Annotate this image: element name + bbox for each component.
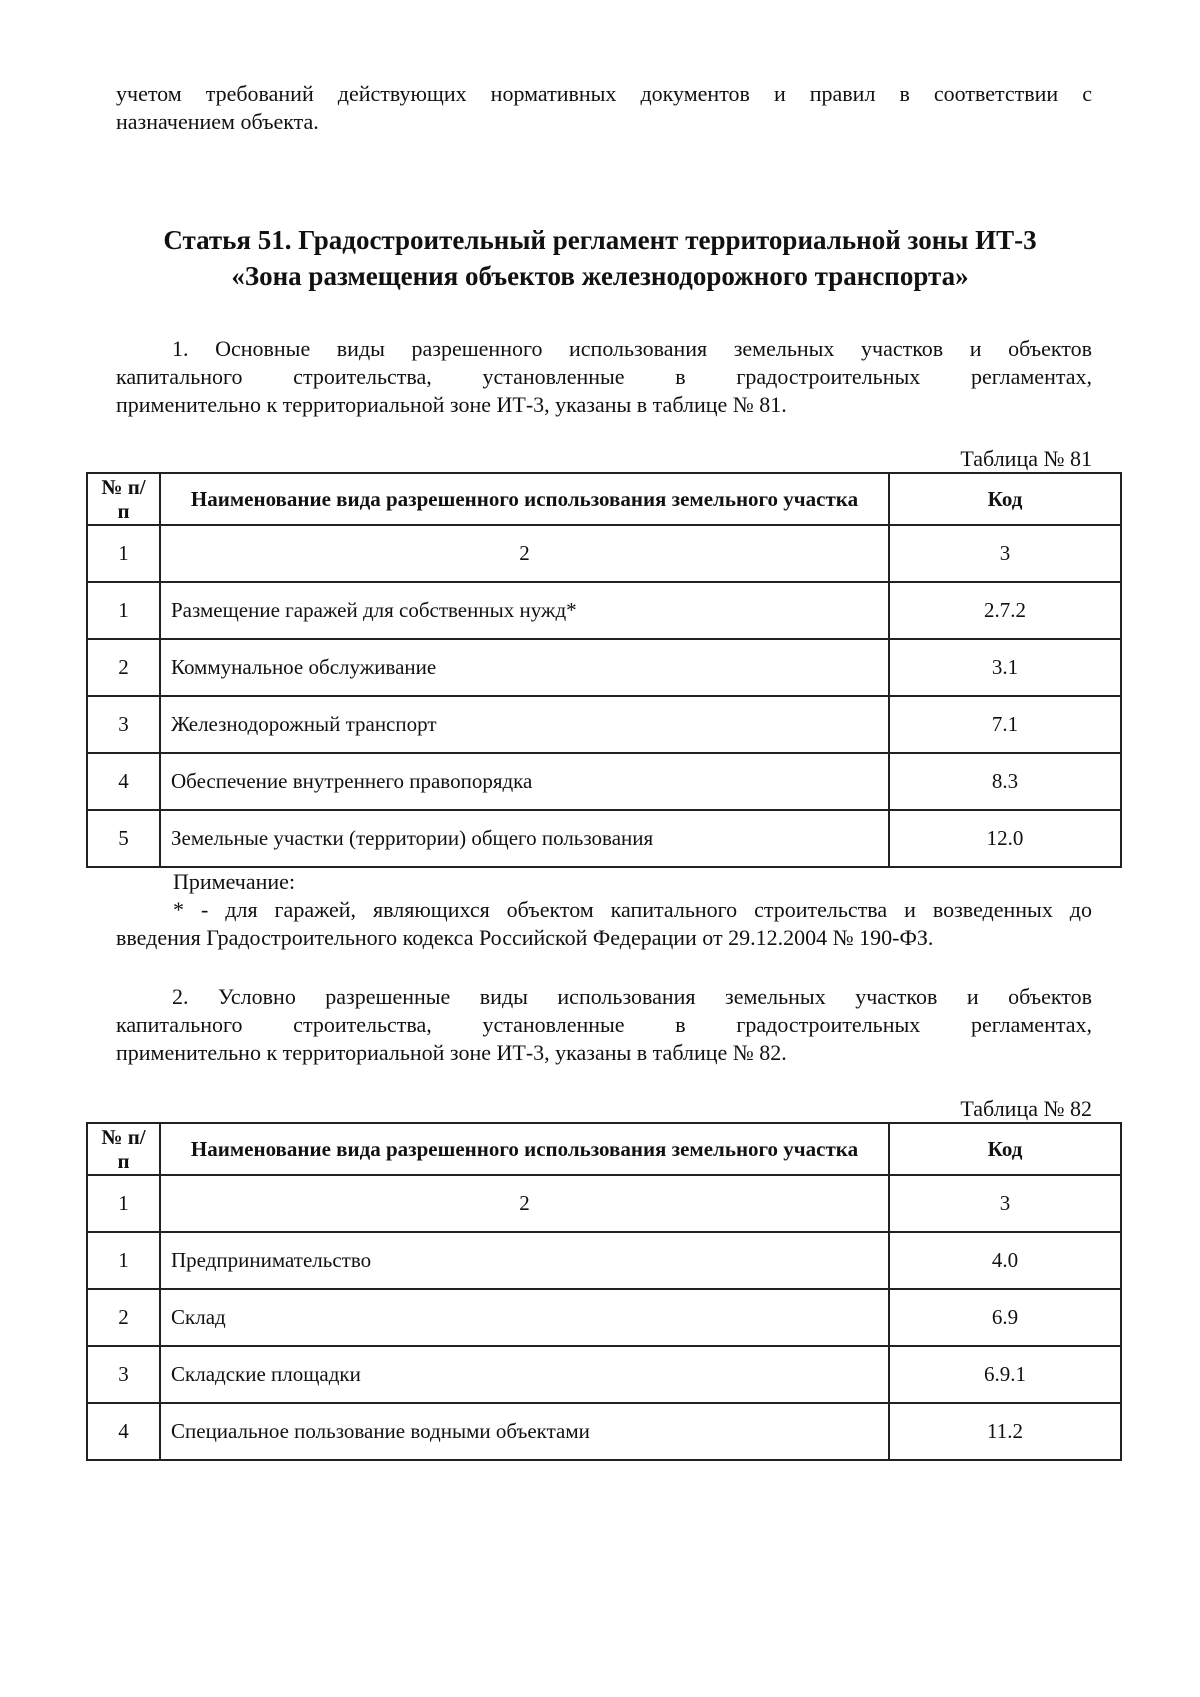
row-name: Специальное пользование водными объектами [160,1403,889,1460]
table-index-row [87,525,1121,582]
section1-line: применительно к территориальной зоне ИТ-3, указаны в таблице № 81. [116,392,787,417]
article-title-line: «Зона размещения объектов железнодорожного транспорта» [231,261,969,291]
table-header-row [87,1123,1121,1175]
intro-line: учетом требований действующих нормативных документов и правил в соответствии с [116,81,1092,106]
table-row [87,1289,1121,1346]
row-code: 8.3 [889,753,1121,810]
index-cell: 2 [160,1175,889,1232]
row-code: 4.0 [889,1232,1121,1289]
table-row [87,810,1121,867]
row-name: Коммунальное обслуживание [160,639,889,696]
table-row [87,1232,1121,1289]
header-name: Наименование вида разрешенного использования земельного участка [160,473,889,525]
table-row [87,1346,1121,1403]
table81 [86,472,1122,868]
table82 [86,1122,1122,1461]
row-code: 11.2 [889,1403,1121,1460]
table81-note [116,868,1092,952]
table-row [87,696,1121,753]
row-name: Предпринимательство [160,1232,889,1289]
intro-paragraph [116,80,1092,136]
section1-line: 1. Основные виды разрешенного использования земельных участков и объектов [172,336,1092,361]
note-line: * - для гаражей, являющихся объектом капитального строительства и возведенных до [173,897,1092,922]
row-code: 12.0 [889,810,1121,867]
article-title [80,222,1120,294]
row-num: 5 [87,810,160,867]
row-name: Земельные участки (территории) общего пользования [160,810,889,867]
table-header-row [87,473,1121,525]
row-num: 1 [87,582,160,639]
row-name: Железнодорожный транспорт [160,696,889,753]
note-line: введения Градостроительного кодекса Российской Федерации от 29.12.2004 № 190-ФЗ. [116,925,934,950]
row-num: 2 [87,639,160,696]
row-num: 1 [87,1232,160,1289]
row-num: 4 [87,753,160,810]
index-cell: 2 [160,525,889,582]
header-code: Код [889,473,1121,525]
row-code: 6.9.1 [889,1346,1121,1403]
row-num: 3 [87,1346,160,1403]
index-cell: 1 [87,1175,160,1232]
row-num: 3 [87,696,160,753]
intro-line: назначением объекта. [116,109,319,134]
row-code: 2.7.2 [889,582,1121,639]
note-label: Примечание: [173,869,296,894]
row-name: Размещение гаражей для собственных нужд* [160,582,889,639]
index-cell: 1 [87,525,160,582]
row-name: Склад [160,1289,889,1346]
section2-line: 2. Условно разрешенные виды использования земельных участков и объектов [172,984,1092,1009]
row-code: 6.9 [889,1289,1121,1346]
header-name: Наименование вида разрешенного использования земельного участка [160,1123,889,1175]
section2-paragraph [116,983,1092,1067]
row-num: 4 [87,1403,160,1460]
row-code: 3.1 [889,639,1121,696]
table82-caption: Таблица № 82 [960,1096,1092,1121]
header-num: № п/п [87,1123,160,1175]
section1-paragraph [116,335,1092,419]
section2-line: применительно к территориальной зоне ИТ-3, указаны в таблице № 82. [116,1040,787,1065]
section2-line: капитального строительства, установленные в градостроительных регламентах, [116,1012,1092,1037]
row-name: Обеспечение внутреннего правопорядка [160,753,889,810]
index-cell: 3 [889,1175,1121,1232]
table-row [87,639,1121,696]
row-num: 2 [87,1289,160,1346]
table-row [87,753,1121,810]
header-num: № п/п [87,473,160,525]
index-cell: 3 [889,525,1121,582]
section1-line: капитального строительства, установленные в градостроительных регламентах, [116,364,1092,389]
row-code: 7.1 [889,696,1121,753]
row-name: Складские площадки [160,1346,889,1403]
header-code: Код [889,1123,1121,1175]
table81-caption: Таблица № 81 [960,446,1092,471]
table-row [87,582,1121,639]
article-title-line: Статья 51. Градостроительный регламент территориальной зоны ИТ-3 [163,225,1037,255]
table-row [87,1403,1121,1460]
table-index-row [87,1175,1121,1232]
